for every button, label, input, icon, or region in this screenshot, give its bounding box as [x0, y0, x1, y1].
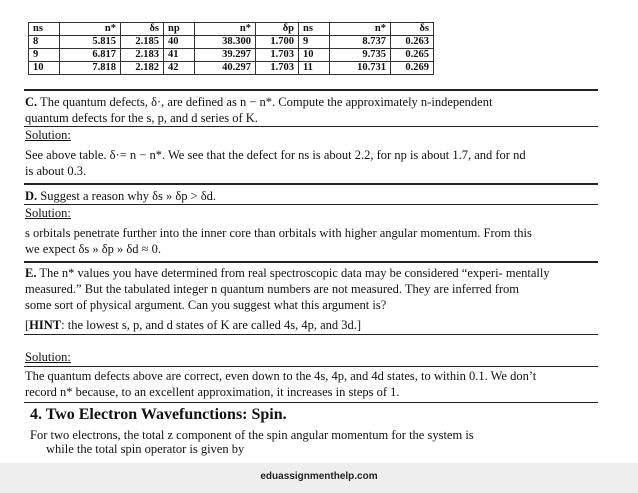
table-row: [29, 36, 434, 49]
table-cell: 39.297: [195, 49, 256, 62]
part-d-label: D.: [25, 189, 38, 203]
table-cell: 40: [164, 36, 195, 49]
section-divider: [24, 261, 598, 263]
part-d-answer-line-1: s orbitals penetrate further into the inner core than orbitals with higher angular momentum. From this: [25, 226, 532, 240]
table-cell: 2.185: [121, 36, 164, 49]
part-d-solution-label: Solution:: [25, 206, 71, 220]
section-4-paragraph-line-2: while the total spin operator is given by: [46, 442, 245, 456]
table-header: n*: [195, 23, 256, 36]
table-cell: 9: [299, 36, 330, 49]
part-c-solution-label: Solution:: [25, 128, 71, 142]
table-cell: 2.182: [121, 62, 164, 75]
table-cell: 10: [299, 49, 330, 62]
part-c-question-text: The quantum defects, δ·, are defined as n − n*. Compute the approximately n-independent: [37, 95, 493, 109]
section-4-paragraph-line-1: For two electrons, the total z component of the spin angular momentum for the system is: [30, 428, 474, 442]
table-cell: 10: [29, 62, 60, 75]
table-header-row: [29, 23, 434, 36]
part-e-answer-line-2: record n* because, to an excellent approximation, it increases in steps of 1.: [25, 385, 400, 399]
table-header: n*: [330, 23, 391, 36]
part-e-solution-label: Solution:: [25, 350, 71, 364]
table-cell: 0.265: [391, 49, 434, 62]
table-cell: 41: [164, 49, 195, 62]
part-c-answer-line-2: is about 0.3.: [25, 164, 87, 178]
table-cell: 8: [29, 36, 60, 49]
divider: [24, 204, 598, 205]
part-c-label: C.: [25, 95, 38, 109]
table-row: [29, 62, 434, 75]
section-divider: [24, 89, 598, 91]
table-cell: 11: [299, 62, 330, 75]
table-header: δs: [121, 23, 164, 36]
part-c-answer-line-1: See above table. δ·= n − n*. We see that the defect for ns is about 2.2, for np is about 1.7, and for nd: [25, 148, 526, 162]
table-cell: 5.815: [60, 36, 121, 49]
part-d-question-line-1: [25, 189, 216, 204]
quantum-defect-table: [28, 22, 434, 75]
footer-link[interactable]: eduassignmenthelp.com: [260, 471, 378, 482]
table-cell: 1.700: [256, 36, 299, 49]
table-cell: 9: [29, 49, 60, 62]
part-d-answer-line-2: we expect δs » δp » δd ≈ 0.: [25, 242, 161, 256]
divider: [24, 334, 598, 335]
table-cell: 8.737: [330, 36, 391, 49]
section-divider: [24, 183, 598, 185]
footer-bar: [0, 463, 638, 493]
hint-bracket: [: [25, 318, 30, 332]
part-e-question-line-1: [25, 266, 550, 281]
table-cell: 6.817: [60, 49, 121, 62]
table-cell: 40.297: [195, 62, 256, 75]
table-cell: 42: [164, 62, 195, 75]
hint-text: : the lowest s, p, and d states of K are called 4s, 4p, and 3d.]: [61, 318, 362, 332]
hint-label: HINT: [29, 318, 62, 332]
table-header: ns: [299, 23, 330, 36]
part-c-question-line-2: quantum defects for the s, p, and d series of K.: [25, 111, 258, 125]
part-e-question-text: The n* values you have determined from real spectroscopic data may be considered “experi- mentally: [36, 266, 550, 280]
table-header: δp: [256, 23, 299, 36]
divider: [24, 402, 598, 403]
table-row: [29, 49, 434, 62]
table-cell: 10.731: [330, 62, 391, 75]
table-cell: 7.818: [60, 62, 121, 75]
table-header: ns: [29, 23, 60, 36]
table-cell: 2.183: [121, 49, 164, 62]
divider: [24, 366, 598, 367]
part-e-question-line-3: some sort of physical argument. Can you suggest what this argument is?: [25, 298, 387, 312]
table-header: np: [164, 23, 195, 36]
table-cell: 1.703: [256, 62, 299, 75]
table-cell: 0.263: [391, 36, 434, 49]
divider: [24, 126, 598, 127]
part-e-label: E.: [25, 266, 37, 280]
part-d-question-text: Suggest a reason why δs » δp > δd.: [37, 189, 217, 203]
table-header: n*: [60, 23, 121, 36]
section-heading: 4. Two Electron Wavefunctions: Spin.: [30, 406, 287, 423]
part-e-answer-line-1: The quantum defects above are correct, even down to the 4s, 4p, and 4d states, to within 0.1. We don’t: [25, 369, 537, 383]
part-c-question-line-1: [25, 95, 492, 110]
table-cell: 38.300: [195, 36, 256, 49]
table-cell: 0.269: [391, 62, 434, 75]
table-cell: 1.703: [256, 49, 299, 62]
table-header: δs: [391, 23, 434, 36]
hint-line: [25, 318, 361, 333]
part-e-question-line-2: measured.” But the tabulated integer n quantum numbers are not measured. They are inferred from: [25, 282, 520, 296]
table-cell: 9.735: [330, 49, 391, 62]
